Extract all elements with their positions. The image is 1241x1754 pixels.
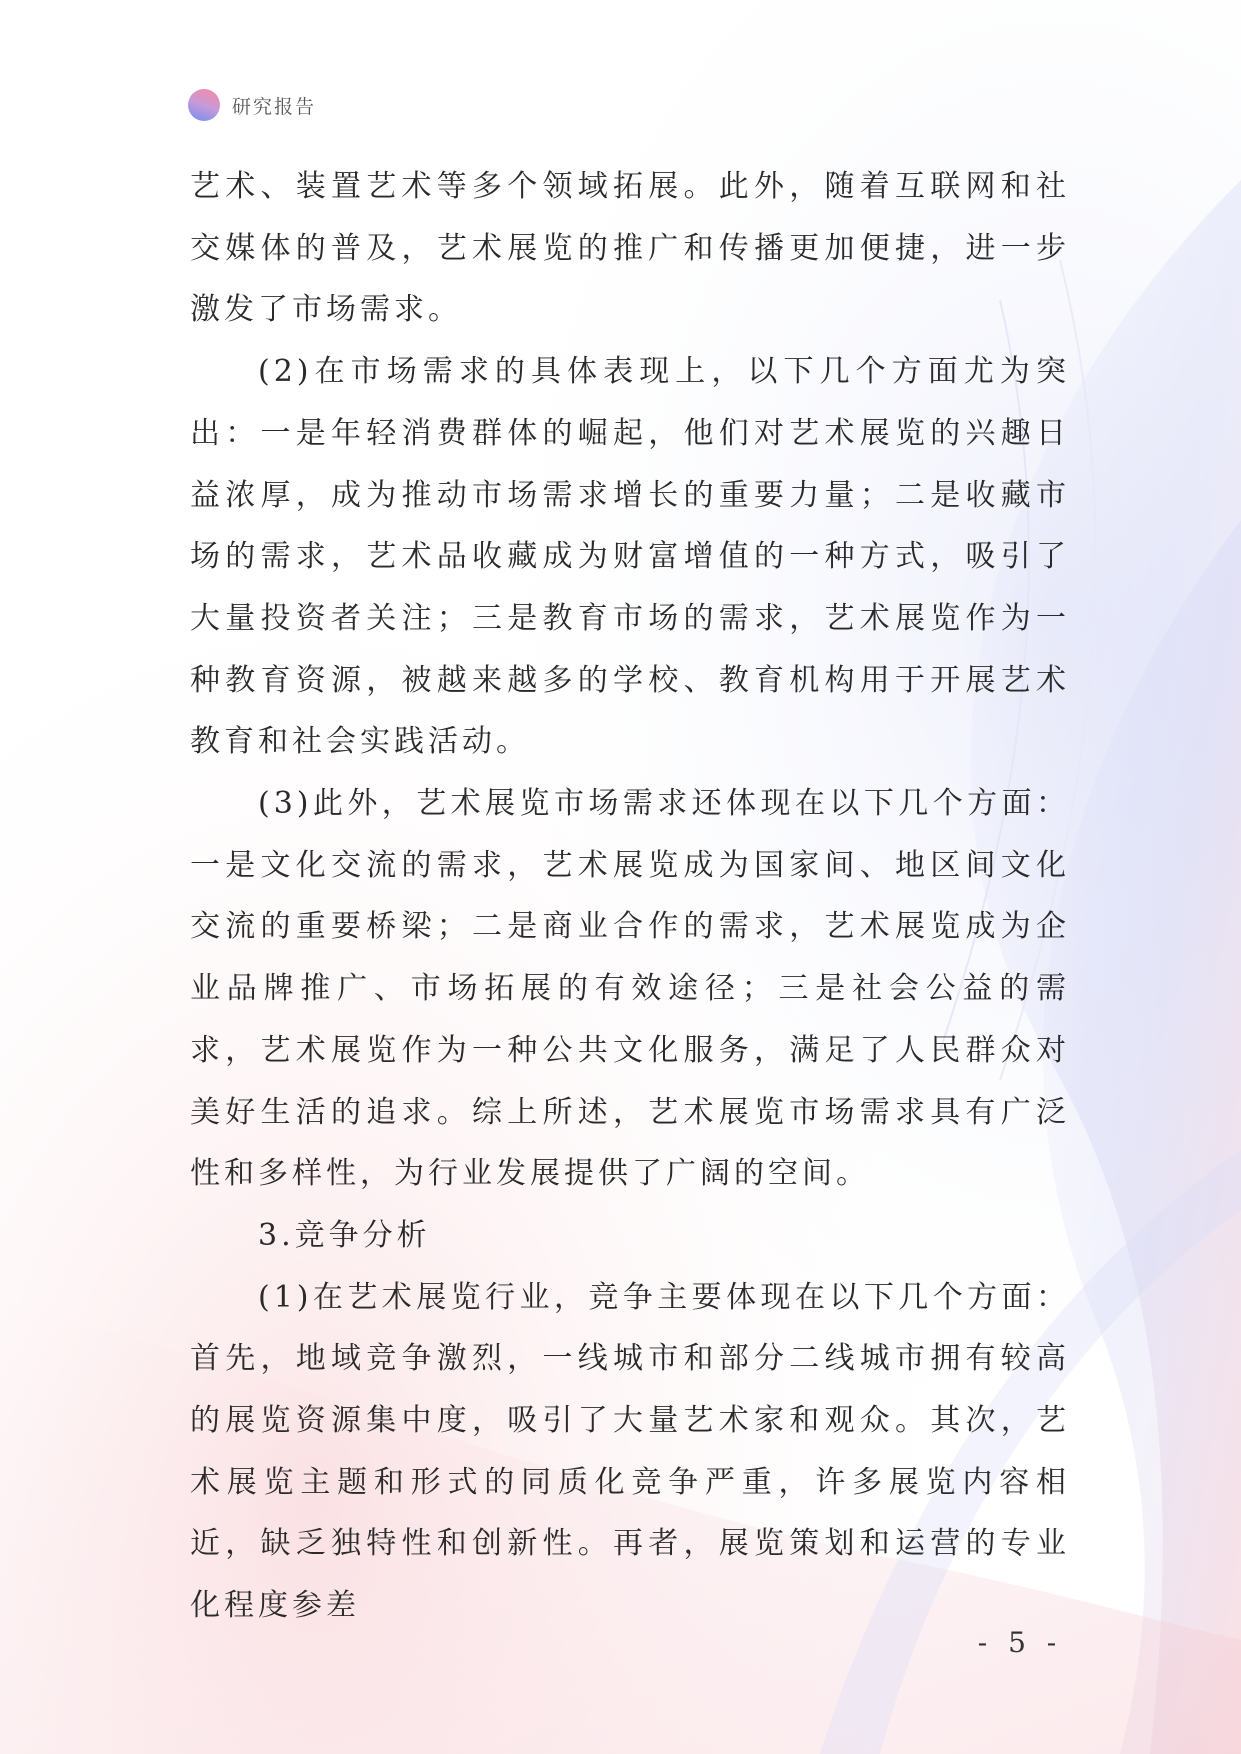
paragraph-market-demand-3: (3)此外，艺术展览市场需求还体现在以下几个方面：一是文化交流的需求，艺术展览成为国家间、地区间文化交流的重要桥梁；二是商业合作的需求，艺术展览成为企业品牌推广、市场拓展的有效途径；三是社会公益的需求，艺术展览作为一种公共文化服务，满足了人民群众对美好生活的追求。综上所述，艺术展览市场需求具有广泛性和多样性，为行业发展提供了广阔的空间。	[190, 786, 1070, 1192]
page-header	[188, 88, 316, 122]
document-body	[190, 156, 1070, 1637]
paragraph-continuation: 艺术、装置艺术等多个领域拓展。此外，随着互联网和社交媒体的普及，艺术展览的推广和传播更加便捷，进一步激发了市场需求。	[190, 169, 1070, 328]
section-heading-competition: 3.竞争分析	[258, 1217, 431, 1253]
logo-dot-icon	[188, 89, 220, 121]
page-number: - 5 -	[977, 1626, 1063, 1659]
paragraph-competition-1: (1)在艺术展览行业，竞争主要体现在以下几个方面：首先，地域竞争激烈，一线城市和部分二线城市拥有较高的展览资源集中度，吸引了大量艺术家和观众。其次，艺术展览主题和形式的同质化竞争严重，许多展览内容相近，缺乏独特性和创新性。再者，展览策划和运营的专业化程度参差	[190, 1279, 1070, 1624]
paragraph-market-demand-2: (2)在市场需求的具体表现上，以下几个方面尤为突出：一是年轻消费群体的崛起，他们对艺术展览的兴趣日益浓厚，成为推动市场需求增长的重要力量；二是收藏市场的需求，艺术品收藏成为财富增值的一种方式，吸引了大量投资者关注；三是教育市场的需求，艺术展览作为一种教育资源，被越来越多的学校、教育机构用于开展艺术教育和社会实践活动。	[190, 354, 1070, 760]
header-title: 研究报告	[232, 95, 317, 118]
